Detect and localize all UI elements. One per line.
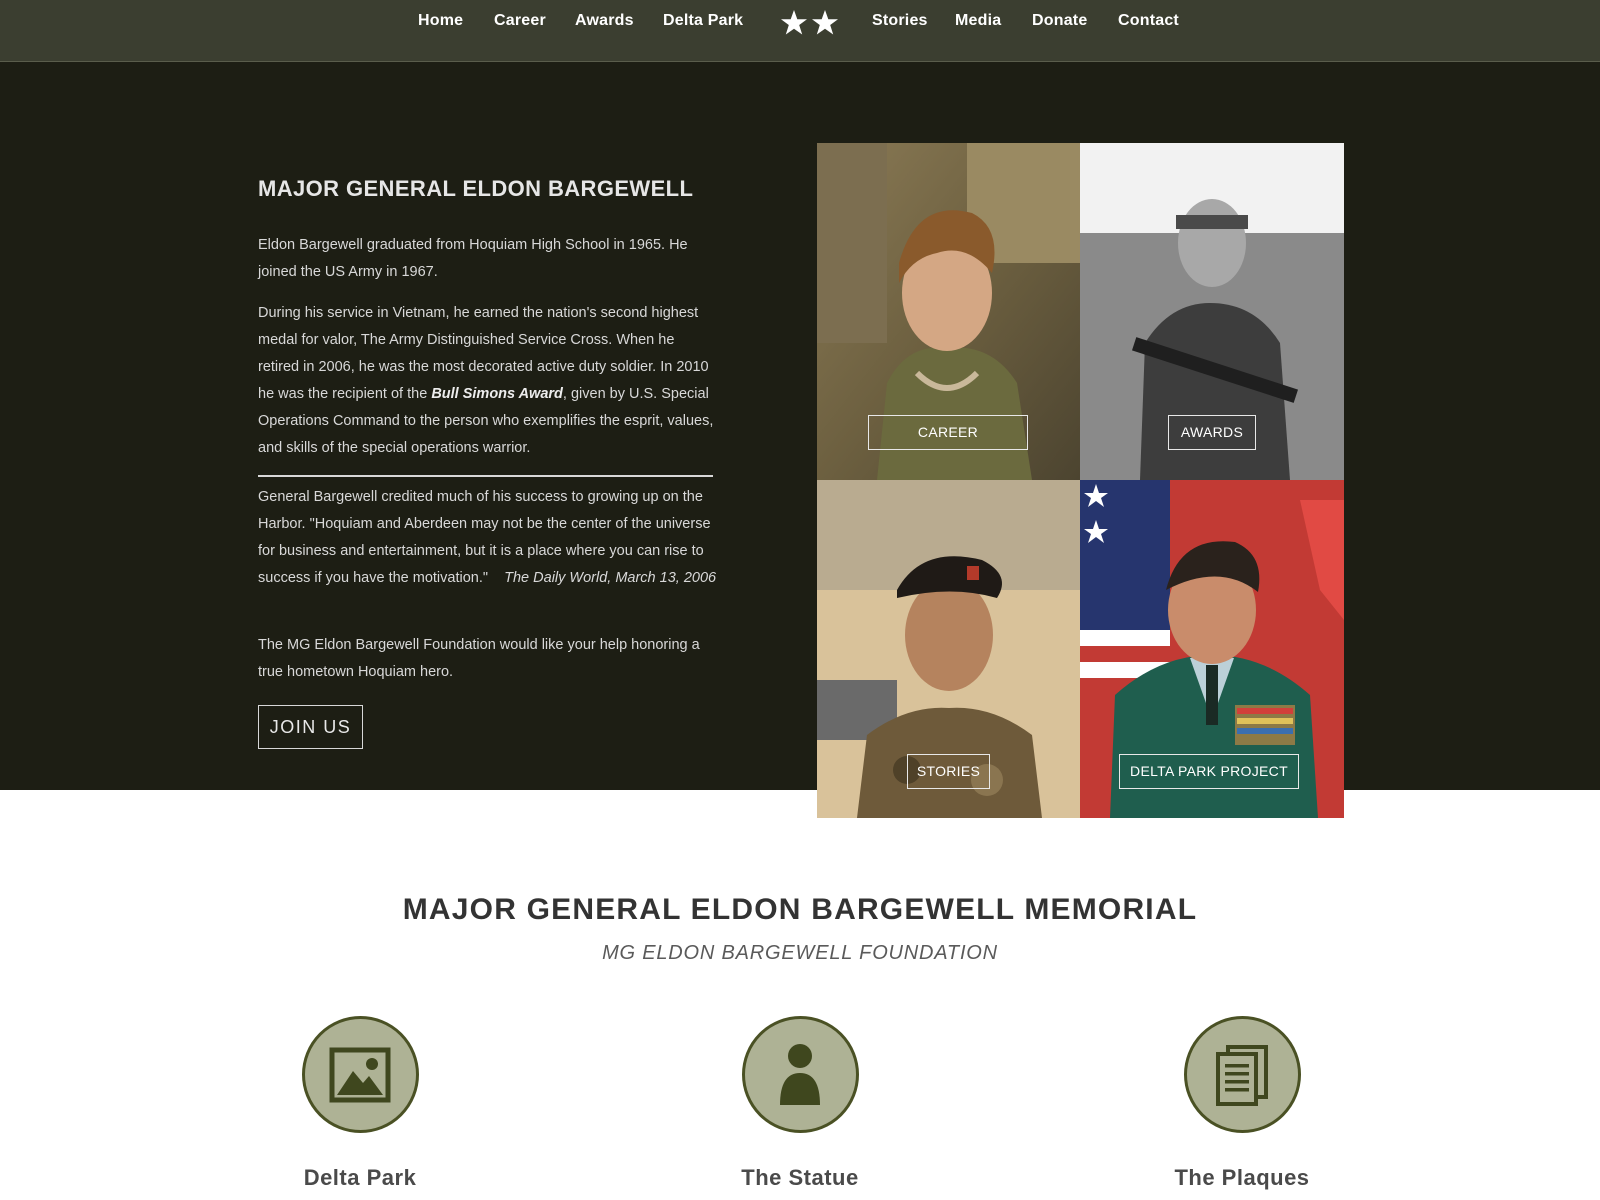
hero-title: MAJOR GENERAL ELDON BARGEWELL: [258, 176, 694, 201]
memorial-title: MAJOR GENERAL ELDON BARGEWELL MEMORIAL: [402, 893, 1198, 926]
feature-delta-park[interactable]: [210, 1016, 510, 1191]
feature-statue[interactable]: [650, 1016, 950, 1191]
stories-tile[interactable]: [817, 480, 1080, 818]
hero-section: [0, 62, 1600, 790]
feature-title: The Plaques: [1174, 1165, 1310, 1190]
nav-media[interactable]: Media: [955, 12, 1002, 29]
foundation-paragraph: The MG Eldon Bargewell Foundation would like your help honoring a true hometown Hoquiam hero.: [258, 637, 700, 680]
nav-stories[interactable]: Stories: [872, 12, 928, 29]
feature-plaques[interactable]: [1092, 1016, 1392, 1191]
bio-paragraph-2: [258, 300, 718, 462]
quote-source: The Daily World, March 13, 2006: [504, 570, 717, 586]
section-divider: [258, 475, 713, 477]
career-tile[interactable]: [817, 143, 1080, 480]
nav-contact[interactable]: Contact: [1118, 12, 1179, 29]
join-us-button[interactable]: JOIN US: [258, 705, 363, 749]
document-icon[interactable]: [1184, 1016, 1301, 1133]
nav-donate[interactable]: Donate: [1032, 12, 1088, 29]
nav-career[interactable]: Career: [494, 12, 546, 29]
two-stars-icon[interactable]: [780, 9, 840, 37]
main-nav: [0, 0, 1600, 62]
quote-text: General Bargewell credited much of his success to growing up on the Harbor. "Hoquiam and Aberdeen may not be the center of the universe for business and entertainment, but it is a place where you can rise to success if you have the motivation.": [258, 489, 711, 586]
bio-text: During his service in Vietnam, he earned the nation's second highest medal for valor, The Army Distinguished Service Cross. When he retired in 2006, he was the most decorated active duty soldier. In 2010 he was the recipient of the: [258, 305, 709, 402]
delta-park-tile[interactable]: [1080, 480, 1344, 818]
image-icon[interactable]: [302, 1016, 419, 1133]
photo-grid: [817, 143, 1344, 818]
career-label[interactable]: CAREER: [868, 415, 1028, 450]
bio-paragraph-1: Eldon Bargewell graduated from Hoquiam High School in 1965. He joined the US Army in 1967.: [258, 237, 688, 280]
nav-delta-park[interactable]: Delta Park: [663, 12, 744, 29]
nav-awards[interactable]: Awards: [575, 12, 634, 29]
person-icon[interactable]: [742, 1016, 859, 1133]
bio-text: , given by U.S. Special Operations Command to the person who exemplifies the esprit, values, and skills of the special operations warrior.: [258, 386, 714, 456]
memorial-subtitle: MG ELDON BARGEWELL FOUNDATION: [602, 942, 998, 964]
nav-home[interactable]: Home: [418, 12, 464, 29]
feature-title: The Statue: [741, 1165, 859, 1190]
delta-park-label[interactable]: DELTA PARK PROJECT: [1119, 754, 1299, 789]
bull-simons-award: Bull Simons Award: [431, 386, 563, 402]
awards-tile[interactable]: [1080, 143, 1344, 480]
quote-paragraph: [258, 484, 718, 592]
feature-title: Delta Park: [303, 1165, 417, 1190]
stories-label[interactable]: STORIES: [907, 754, 990, 789]
awards-label[interactable]: AWARDS: [1168, 415, 1256, 450]
